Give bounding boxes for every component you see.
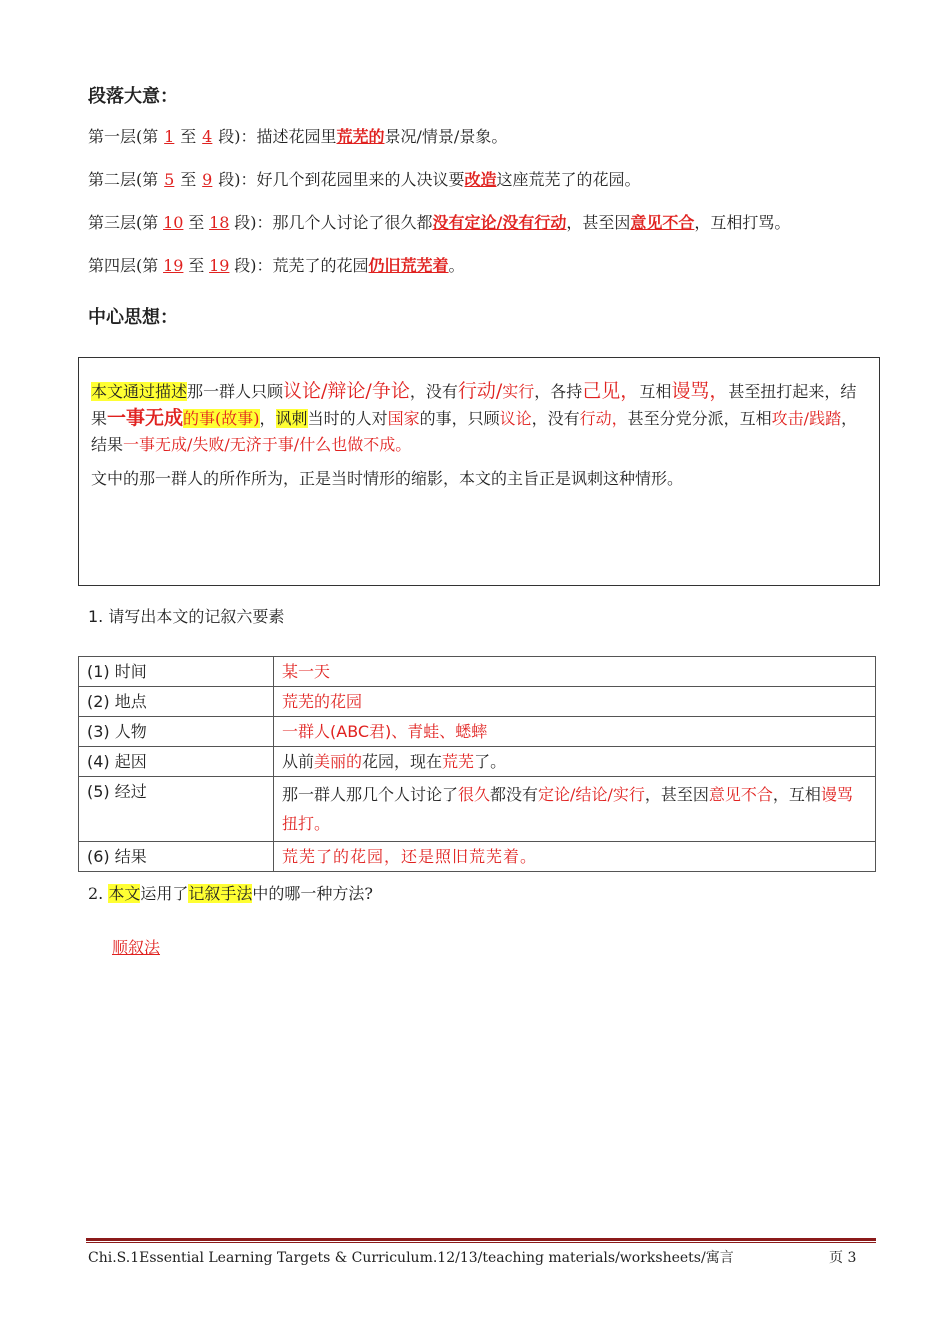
layer-3-line [88,210,790,233]
to-text: 至 [188,256,205,275]
text: ，各持 [534,382,583,401]
layer-desc: 段)：那几个人讨论了很久都 [234,213,433,232]
answer-text: 实行 [502,382,535,401]
answer-text-bold: 一事无成 [107,407,184,429]
layer-desc-tail: 这座荒芜了的花园。 [496,170,641,189]
blank-end: 9 [202,170,213,189]
answer-text: 议论/辩论/争论 [283,380,410,402]
table-row [79,687,876,717]
element-answer: 某一天 [274,657,876,687]
element-answer: 荒芜了的花园，还是照旧荒芜着。 [274,842,876,872]
layer-label: 第二层(第 [88,170,159,189]
blank-start: 19 [163,256,184,275]
answer-text: 行动， [579,409,628,428]
answer-text: 行动/ [457,380,503,402]
element-answer: 荒芜的花园 [274,687,876,717]
table-row [79,747,876,777]
blank-start: 10 [163,213,184,232]
text: 互相 [639,382,672,401]
element-label: (2) 地点 [79,687,274,717]
layer-1-line [88,124,507,147]
layer-desc: 段)：描述花园里 [218,127,337,146]
layer-desc-mid: ，甚至因 [566,213,631,232]
to-text: 至 [180,127,197,146]
element-label: (4) 起因 [79,747,274,777]
text: 甚至扭打起来，结果 [91,382,857,428]
element-label: (3) 人物 [79,717,274,747]
question-2-answer-line [96,935,346,958]
blank-end: 18 [209,213,230,232]
layer-desc: 段)：好几个到花园里来的人决议要 [218,170,465,189]
central-idea-paragraph-2: 文中的那一群人的所作所为，正是当时情形的缩影，本文的主旨正是讽刺这种情形。 [91,469,684,488]
highlight-text: 本文 [108,884,141,903]
text: ， [259,409,276,428]
highlight-text: 讽刺 [275,409,308,428]
layer-desc: 段)：荒芜了的花园 [234,256,369,275]
highlight-text: 本文通过描述 [91,382,188,401]
blank-end: 4 [202,127,213,146]
layer-2-line [88,167,641,190]
answer-text: 己见， [582,380,640,402]
emphasis-answer: 仍旧荒芜着 [368,256,449,275]
layer-desc-tail: ，互相打骂。 [694,213,791,232]
question-number: 2. [88,884,104,903]
text: 运用了 [140,884,189,903]
layer-label: 第一层(第 [88,127,159,146]
question-1 [88,604,284,627]
text: 的事，只顾 [419,409,500,428]
table-row [79,842,876,872]
question-2-answer: 顺叙法 [112,938,161,957]
table-row [79,777,876,842]
central-idea-box [78,357,880,586]
emphasis-answer-2: 意见不合 [630,213,695,232]
answer-text: 谩骂， [671,380,729,402]
text: 中的哪一种方法? [252,884,373,903]
blank-start: 5 [164,170,175,189]
emphasis-answer: 没有定论/没有行动 [432,213,567,232]
footer-rule-thin [86,1242,876,1243]
question-number: 1. [88,607,104,626]
layer-desc-tail: 。 [448,256,465,275]
table-row [79,717,876,747]
central-idea-paragraph-1 [91,378,867,458]
element-label: (1) 时间 [79,657,274,687]
page-number: 页 3 [829,1250,857,1266]
emphasis-answer: 荒芜的 [336,127,385,146]
layer-label: 第四层(第 [88,256,159,275]
blank-end: 19 [209,256,230,275]
text: ，结果 [91,409,858,454]
element-label: (5) 经过 [79,777,274,842]
element-answer: 一群人(ABC君)、青蛙、蟋蟀 [274,717,876,747]
question-text: 请写出本文的记叙六要素 [108,607,285,626]
answer-text: 一事无成/失败/无济于事/什么也做不成。 [123,435,412,454]
blank-start: 1 [164,127,175,146]
emphasis-answer: 改造 [464,170,497,189]
element-answer: 从前美丽的花园，现在荒芜了。 [274,747,876,777]
text: 甚至分党分派，互相 [627,409,772,428]
table-row [79,657,876,687]
narrative-elements-table [78,656,876,872]
footer-rule [86,1238,876,1241]
text: 当时的人对 [307,409,388,428]
text: ，没有 [409,382,458,401]
text: ，没有 [531,409,580,428]
answer-text: 国家 [387,409,420,428]
element-answer: 那一群人那几个人讨论了很久都没有定论/结论/实行，甚至因意见不合，互相谩骂扭打。 [274,777,876,842]
footer-path: Chi.S.1Essential Learning Targets & Curriculum.12/13/teaching materials/worksheets/寓言 [88,1250,734,1266]
question-2 [88,881,373,904]
text: 那一群人只顾 [187,382,284,401]
layer-label: 第三层(第 [88,213,159,232]
section-heading-paragraph-summary: 段落大意： [88,86,178,107]
layer-4-line [88,253,465,276]
answer-text: 议论 [499,409,532,428]
to-text: 至 [180,170,197,189]
section-heading-central-idea: 中心思想： [88,307,178,328]
to-text: 至 [188,213,205,232]
highlight-text: 记叙手法 [188,884,253,903]
element-label: (6) 结果 [79,842,274,872]
layer-desc-tail: 景况/情景/景象。 [384,127,508,146]
highlight-answer: 的事(故事) [183,409,260,428]
answer-text: 攻击/践踏 [771,409,842,428]
